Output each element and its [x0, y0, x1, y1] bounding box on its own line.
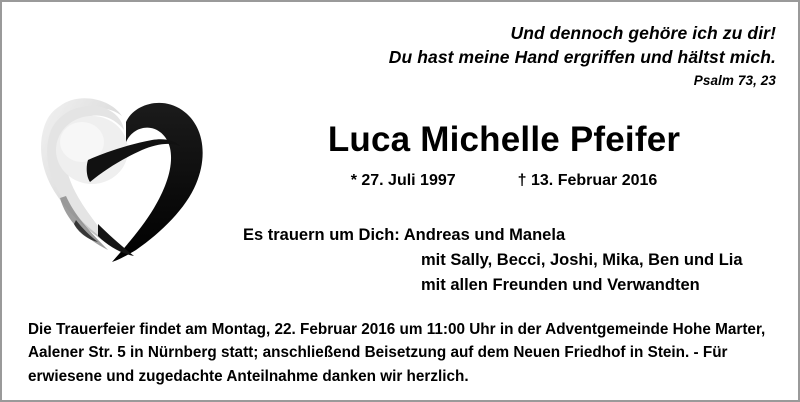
page-title: Luca Michelle Pfeifer — [327, 120, 681, 159]
funeral-details-text: Die Trauerfeier findet am Montag, 22. Februar 2016 um 11:00 Uhr in der Adventgemeinde Hohe Marter, Aalener Str. 5 in Nürnberg statt; anschließend Beisetzung auf dem Neuen Friedhof in Stein. - Für erwiesene und zugedachte Anteilnahme danken wir herzlich. — [28, 321, 766, 385]
verse-reference: Psalm 73, 23 — [693, 73, 776, 89]
brush-painted-heart-icon — [30, 78, 220, 268]
mourners-line-3: mit allen Freunden und Verwandten — [421, 276, 700, 295]
mourners-line-1: Es trauern um Dich: Andreas und Manela — [243, 226, 566, 244]
life-dates — [228, 172, 780, 190]
verse-block — [256, 22, 776, 90]
birth-date: * 27. Juli 1997 — [350, 172, 456, 189]
verse-line-1: Und dennoch gehöre ich zu dir! — [510, 23, 776, 43]
verse-line-2: Du hast meine Hand ergriffen und hältst mich. — [388, 46, 776, 67]
mourners-block — [243, 223, 783, 298]
mourners-line-2: mit Sally, Becci, Joshi, Mika, Ben und Lia — [421, 251, 743, 270]
death-date: † 13. Februar 2016 — [517, 172, 658, 189]
